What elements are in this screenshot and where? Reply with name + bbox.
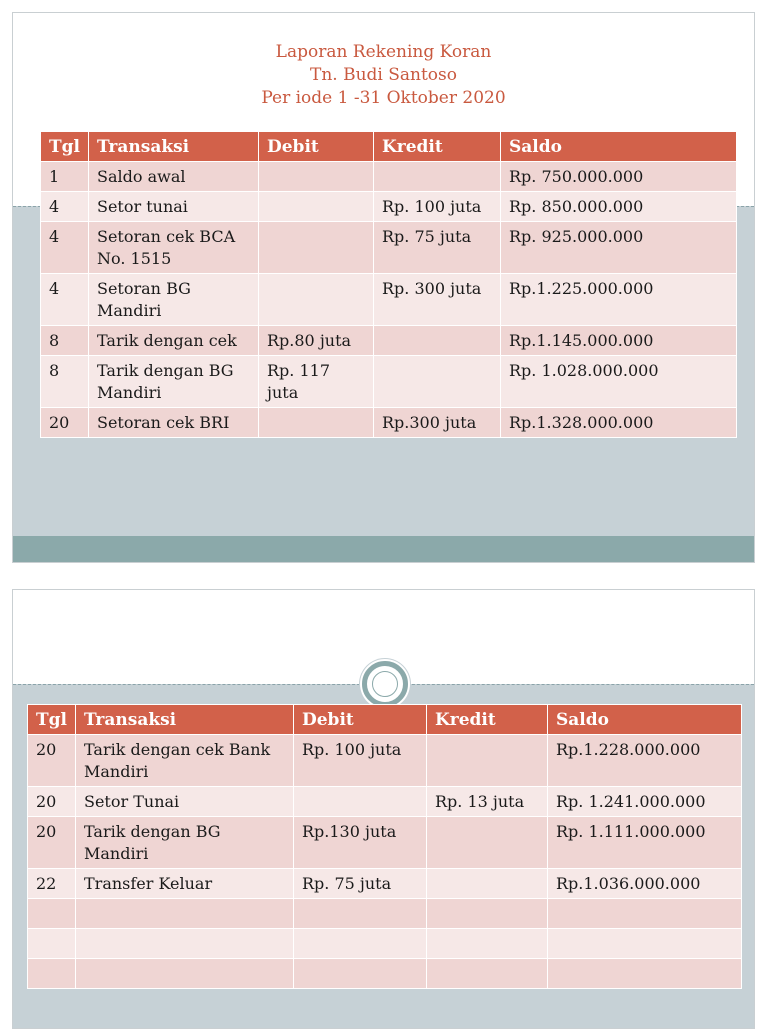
cell-transaksi — [76, 929, 294, 959]
cell-saldo — [548, 959, 742, 989]
cell-transaksi: Setoran BG Mandiri — [89, 274, 259, 326]
cell-saldo: Rp. 750.000.000 — [501, 162, 737, 192]
header-debit: Debit — [294, 705, 427, 735]
table-row — [28, 929, 742, 959]
cell-transaksi: Tarik dengan cek — [89, 326, 259, 356]
transactions-table-2 — [27, 704, 742, 989]
table-row — [28, 899, 742, 929]
cell-saldo: Rp. 1.028.000.000 — [501, 356, 737, 408]
cell-tgl: 4 — [41, 192, 89, 222]
cell-debit — [259, 274, 374, 326]
cell-tgl — [28, 899, 76, 929]
cell-tgl: 4 — [41, 274, 89, 326]
cell-transaksi: Saldo awal — [89, 162, 259, 192]
cell-kredit: Rp. 300 juta — [374, 274, 501, 326]
cell-transaksi: Setoran cek BRI — [89, 408, 259, 438]
cell-debit — [294, 959, 427, 989]
cell-transaksi: Tarik dengan BG Mandiri — [89, 356, 259, 408]
table-row — [28, 787, 742, 817]
slide-2 — [12, 589, 755, 1029]
cell-tgl: 20 — [41, 408, 89, 438]
header-transaksi: Transaksi — [89, 132, 259, 162]
cell-saldo — [548, 929, 742, 959]
table-row — [41, 274, 737, 326]
cell-tgl: 20 — [28, 817, 76, 869]
cell-tgl: 1 — [41, 162, 89, 192]
table-row — [41, 192, 737, 222]
cell-tgl: 20 — [28, 787, 76, 817]
header-saldo: Saldo — [548, 705, 742, 735]
cell-kredit: Rp.300 juta — [374, 408, 501, 438]
cell-transaksi: Transfer Keluar — [76, 869, 294, 899]
cell-saldo: Rp.1.328.000.000 — [501, 408, 737, 438]
transactions-table-1 — [40, 131, 737, 438]
slide-1 — [12, 12, 755, 563]
table-row — [28, 817, 742, 869]
cell-kredit — [374, 356, 501, 408]
title-line-1: Laporan Rekening Koran — [275, 42, 492, 62]
cell-saldo: Rp.1.145.000.000 — [501, 326, 737, 356]
cell-saldo: Rp.1.228.000.000 — [548, 735, 742, 787]
cell-debit — [259, 222, 374, 274]
cell-saldo: Rp.1.036.000.000 — [548, 869, 742, 899]
header-saldo: Saldo — [501, 132, 737, 162]
cell-debit: Rp. 100 juta — [294, 735, 427, 787]
cell-saldo — [548, 899, 742, 929]
cell-debit: Rp.80 juta — [259, 326, 374, 356]
cell-tgl: 22 — [28, 869, 76, 899]
cell-kredit — [427, 929, 548, 959]
cell-transaksi — [76, 899, 294, 929]
footer-band — [13, 536, 754, 562]
table-header-row — [28, 705, 742, 735]
table-row — [41, 222, 737, 274]
cell-saldo: Rp. 850.000.000 — [501, 192, 737, 222]
table-row — [41, 356, 737, 408]
cell-debit — [294, 787, 427, 817]
cell-transaksi: Tarik dengan BG Mandiri — [76, 817, 294, 869]
cell-kredit — [427, 869, 548, 899]
header-tgl: Tgl — [41, 132, 89, 162]
table-row — [41, 408, 737, 438]
header-transaksi: Transaksi — [76, 705, 294, 735]
cell-debit — [259, 408, 374, 438]
table-header-row — [41, 132, 737, 162]
cell-transaksi: Setor tunai — [89, 192, 259, 222]
cell-debit — [294, 929, 427, 959]
title-line-3: Per iode 1 -31 Oktober 2020 — [261, 88, 506, 108]
cell-debit — [259, 192, 374, 222]
cell-saldo: Rp. 925.000.000 — [501, 222, 737, 274]
cell-kredit — [374, 162, 501, 192]
cell-debit: Rp. 75 juta — [294, 869, 427, 899]
cell-debit — [259, 162, 374, 192]
cell-kredit — [427, 817, 548, 869]
table-row — [28, 869, 742, 899]
header-kredit: Kredit — [427, 705, 548, 735]
cell-transaksi: Tarik dengan cek Bank Mandiri — [76, 735, 294, 787]
cell-kredit: Rp. 75 juta — [374, 222, 501, 274]
header-tgl: Tgl — [28, 705, 76, 735]
cell-kredit — [427, 735, 548, 787]
cell-kredit: Rp. 100 juta — [374, 192, 501, 222]
cell-tgl: 8 — [41, 326, 89, 356]
cell-tgl — [28, 959, 76, 989]
cell-kredit: Rp. 13 juta — [427, 787, 548, 817]
table-row — [28, 959, 742, 989]
cell-debit: Rp. 117 juta — [259, 356, 374, 408]
cell-transaksi — [76, 959, 294, 989]
cell-debit — [294, 899, 427, 929]
cell-kredit — [374, 326, 501, 356]
cell-kredit — [427, 959, 548, 989]
circle-ornament-icon — [362, 661, 408, 707]
cell-tgl: 20 — [28, 735, 76, 787]
table-row — [41, 162, 737, 192]
cell-saldo: Rp.1.225.000.000 — [501, 274, 737, 326]
cell-transaksi: Setoran cek BCA No. 1515 — [89, 222, 259, 274]
cell-debit: Rp.130 juta — [294, 817, 427, 869]
header-debit: Debit — [259, 132, 374, 162]
cell-tgl: 8 — [41, 356, 89, 408]
cell-saldo: Rp. 1.111.000.000 — [548, 817, 742, 869]
cell-kredit — [427, 899, 548, 929]
header-kredit: Kredit — [374, 132, 501, 162]
report-title — [13, 41, 754, 110]
cell-tgl — [28, 929, 76, 959]
table-row — [28, 735, 742, 787]
cell-transaksi: Setor Tunai — [76, 787, 294, 817]
cell-saldo: Rp. 1.241.000.000 — [548, 787, 742, 817]
table-row — [41, 326, 737, 356]
title-line-2: Tn. Budi Santoso — [309, 65, 457, 85]
cell-tgl: 4 — [41, 222, 89, 274]
